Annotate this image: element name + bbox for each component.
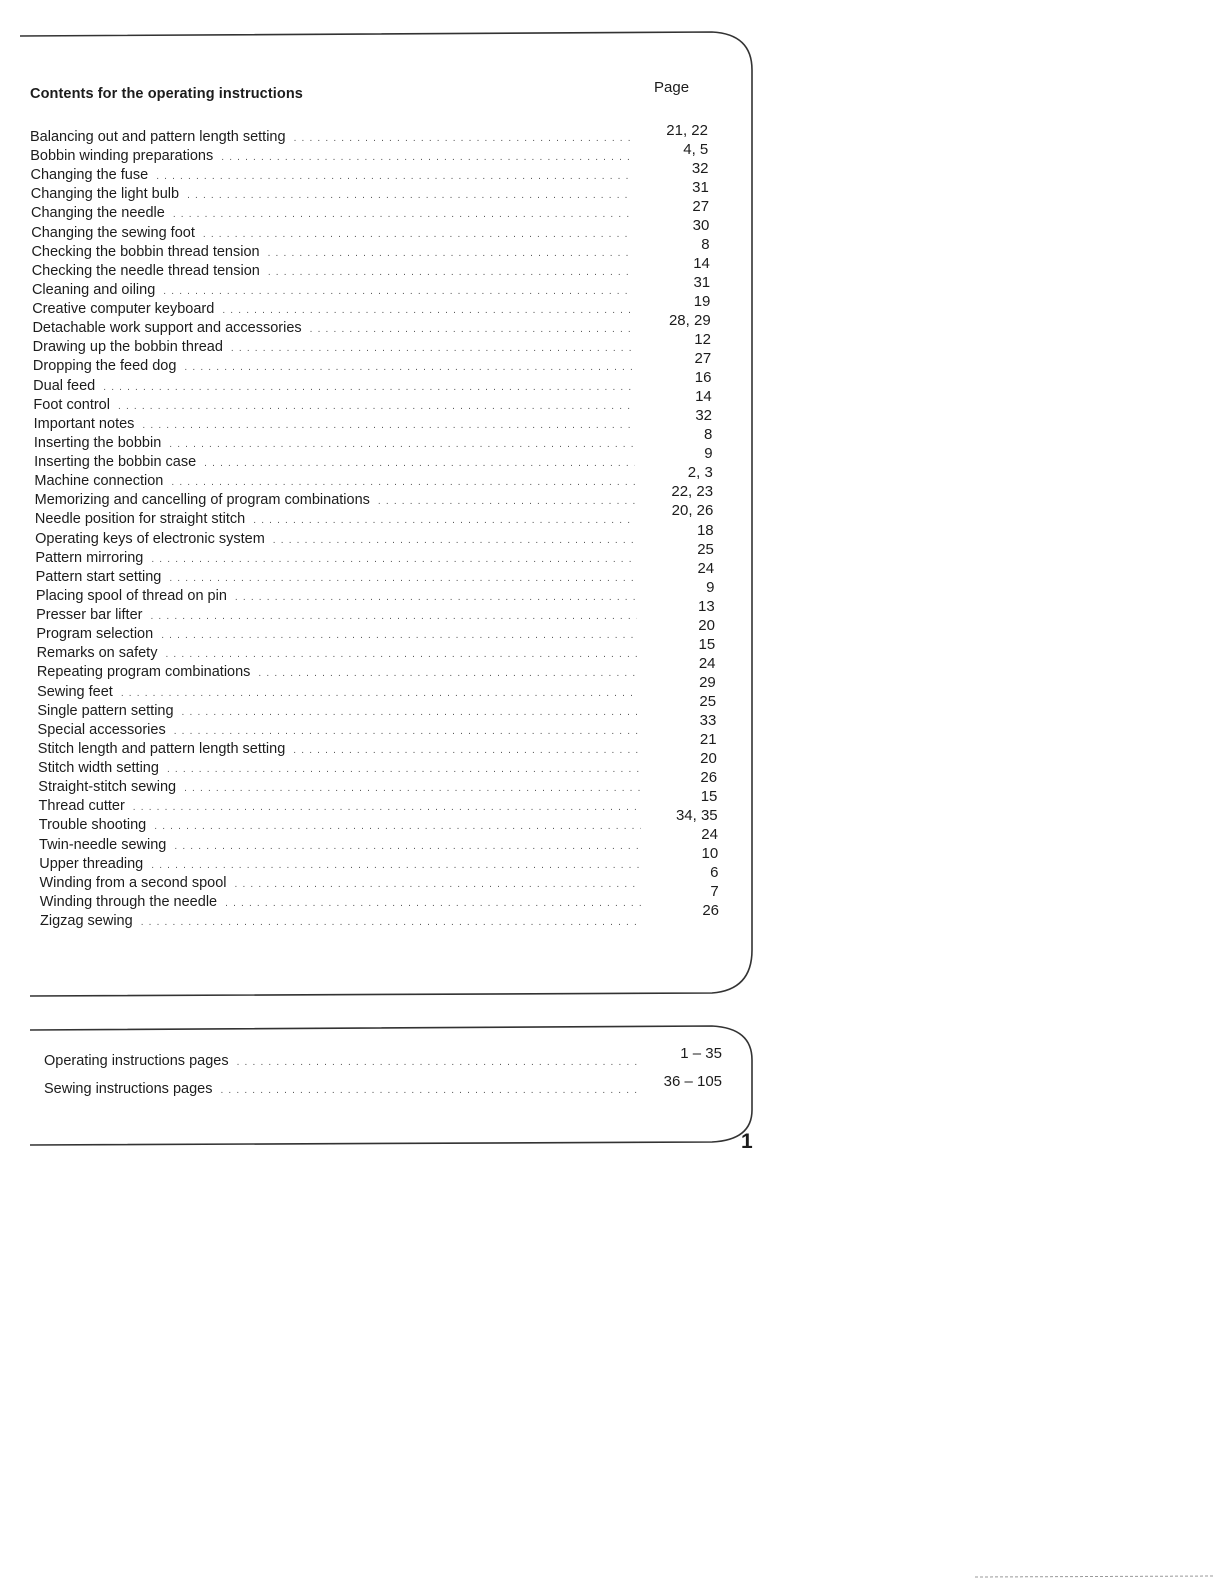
toc-entry-page: 31 xyxy=(692,179,709,197)
toc-entry xyxy=(31,205,631,224)
toc-entry xyxy=(30,167,630,186)
leader-dots xyxy=(258,668,638,679)
toc-entry-page: 22, 23 xyxy=(671,483,714,501)
toc-entry xyxy=(33,339,634,358)
toc-entry-label: Zigzag sewing xyxy=(40,913,133,929)
toc-entry xyxy=(31,225,631,244)
toc-entry-label: Single pattern setting xyxy=(37,702,174,719)
toc-entry xyxy=(34,473,635,492)
toc-entry xyxy=(37,645,638,664)
toc-entry-label: Winding from a second spool xyxy=(39,874,227,891)
toc-entry-page: 28, 29 xyxy=(668,312,711,330)
leader-dots xyxy=(121,688,639,699)
leader-dots xyxy=(118,401,634,412)
toc-entry xyxy=(35,531,636,550)
toc-entry xyxy=(35,492,636,511)
summary-label: Operating instructions pages xyxy=(44,1053,229,1069)
toc-entry-label: Sewing feet xyxy=(37,683,113,700)
toc-entry xyxy=(33,378,634,397)
toc-entry-label: Trouble shooting xyxy=(38,817,147,834)
toc-entry-label: Changing the fuse xyxy=(30,167,149,184)
toc-entry-label: Needle position for straight stitch xyxy=(34,511,246,528)
toc-entry xyxy=(37,684,638,703)
toc-entry-label: Machine connection xyxy=(34,473,164,490)
toc-entry-label: Balancing out and pattern length setting xyxy=(30,129,286,145)
toc-entry-page: 27 xyxy=(694,350,712,368)
toc-entry-page: 12 xyxy=(694,331,711,349)
leader-dots xyxy=(310,324,633,335)
leader-dots xyxy=(268,248,632,259)
toc-entry-page: 9 xyxy=(704,445,713,463)
leader-dots xyxy=(103,382,634,393)
toc-entry-label: Bobbin winding preparations xyxy=(30,148,214,165)
leader-dots xyxy=(174,726,639,737)
toc-entry-label: Inserting the bobbin case xyxy=(34,454,197,471)
toc-entry-page: 8 xyxy=(701,236,710,254)
toc-entry-page: 15 xyxy=(698,635,716,653)
leader-dots xyxy=(268,267,632,278)
toc-entry-page: 26 xyxy=(700,768,718,786)
toc-entry xyxy=(33,358,634,377)
leader-dots xyxy=(235,592,637,603)
toc-entry-page: 13 xyxy=(698,597,715,615)
leader-dots xyxy=(142,420,634,431)
toc-entry xyxy=(40,894,642,913)
summary-row xyxy=(44,1081,642,1097)
page-title: Contents for the operating instructions xyxy=(30,86,303,102)
toc-entry xyxy=(32,263,632,282)
leader-dots xyxy=(169,573,636,584)
leader-dots xyxy=(184,783,640,794)
toc-entry xyxy=(37,664,638,683)
leader-dots xyxy=(203,229,632,240)
toc-entry-label: Stitch width setting xyxy=(38,760,159,777)
toc-entry xyxy=(32,282,632,301)
toc-entry xyxy=(35,511,636,530)
toc-entry xyxy=(32,320,632,339)
toc-entry-label: Changing the sewing foot xyxy=(31,224,195,241)
toc-entry xyxy=(38,741,640,760)
toc-entry-page: 24 xyxy=(701,825,718,843)
leader-dots xyxy=(378,496,636,507)
leader-dots xyxy=(161,630,637,641)
toc-entry-label: Changing the needle xyxy=(30,205,165,222)
leader-dots xyxy=(225,898,642,909)
leader-dots xyxy=(151,554,636,565)
toc-entry-page: 16 xyxy=(694,369,712,387)
toc-entry-label: Operating keys of electronic system xyxy=(35,530,265,547)
toc-entry-page: 20, 26 xyxy=(671,502,714,520)
toc-entry-label: Twin-needle sewing xyxy=(39,836,167,853)
toc-entry-page: 20 xyxy=(700,749,717,767)
leader-dots xyxy=(220,1085,642,1096)
toc-entry-label: Memorizing and cancelling of program combinations xyxy=(34,492,370,509)
page-number: 1 xyxy=(741,1130,753,1153)
toc-entry-label: Stitch length and pattern length setting xyxy=(37,740,286,757)
toc-entry-label: Important notes xyxy=(33,415,135,432)
leader-dots xyxy=(222,305,632,316)
toc-entry-label: Checking the needle thread tension xyxy=(31,262,260,279)
toc-entry-page: 29 xyxy=(699,673,716,691)
toc-entry-page: 20 xyxy=(698,616,715,634)
toc-entry-label: Pattern start setting xyxy=(35,568,162,585)
toc-entry-page: 14 xyxy=(695,388,712,406)
leader-dots xyxy=(141,917,642,928)
leader-dots xyxy=(163,286,632,297)
toc-entry xyxy=(38,722,640,741)
toc-entry-page: 32 xyxy=(695,407,713,425)
toc-entry-page: 31 xyxy=(693,274,711,292)
toc-entry-page: 18 xyxy=(696,521,714,539)
leader-dots xyxy=(293,745,639,756)
toc-entry-label: Presser bar lifter xyxy=(36,607,143,624)
toc-entry xyxy=(31,186,631,205)
leader-dots xyxy=(165,649,637,660)
toc-entry xyxy=(38,779,640,798)
toc-entry-label: Winding through the needle xyxy=(39,893,218,910)
toc-entry-label: Inserting the bobbin xyxy=(33,434,162,451)
toc-entry-page: 14 xyxy=(693,255,710,273)
toc-entry-page: 21 xyxy=(699,730,717,748)
toc-entry-page: 21, 22 xyxy=(666,122,708,139)
toc-entry xyxy=(39,798,641,817)
toc-entry-label: Detachable work support and accessories xyxy=(32,320,302,337)
toc-entry-page: 24 xyxy=(698,654,716,672)
toc-entry-label: Thread cutter xyxy=(38,798,125,815)
toc-entry xyxy=(38,760,640,779)
leader-dots xyxy=(187,190,631,201)
toc-entry xyxy=(36,588,637,607)
toc-entry xyxy=(39,856,641,875)
toc-entry xyxy=(30,148,630,167)
toc-entry-label: Special accessories xyxy=(37,721,166,738)
leader-dots xyxy=(237,1057,640,1068)
toc-entry-page: 25 xyxy=(699,692,717,710)
toc-entry xyxy=(31,244,631,263)
toc-entry-page: 8 xyxy=(703,426,713,444)
leader-dots xyxy=(273,535,636,546)
toc-entry xyxy=(40,913,642,932)
leader-dots xyxy=(171,477,635,488)
leader-dots xyxy=(182,707,639,718)
leader-dots xyxy=(133,802,640,813)
toc-entry xyxy=(39,837,641,856)
leader-dots xyxy=(150,611,637,622)
toc-entry-label: Checking the bobbin thread tension xyxy=(31,243,260,260)
toc-entry-label: Upper threading xyxy=(39,855,144,872)
toc-entry-page: 4, 5 xyxy=(683,141,709,159)
leader-dots xyxy=(156,171,630,182)
toc-entry-label: Drawing up the bobbin thread xyxy=(32,339,223,356)
toc-entry-label: Placing spool of thread on pin xyxy=(35,587,227,604)
toc-entry xyxy=(37,703,638,722)
toc-entry-page: 30 xyxy=(692,217,710,235)
toc-entry xyxy=(34,435,635,454)
toc-entry-label: Repeating program combinations xyxy=(36,664,251,681)
summary-label: Sewing instructions pages xyxy=(44,1081,213,1097)
toc-entry-page: 33 xyxy=(699,711,717,729)
toc-entry-page: 10 xyxy=(701,844,719,862)
toc-entry-page: 15 xyxy=(700,787,718,805)
toc-entry-page: 34, 35 xyxy=(675,806,718,824)
toc-entry-label: Straight-stitch sewing xyxy=(38,779,177,796)
toc-entry-page: 6 xyxy=(710,863,719,881)
toc-entry-page: 2, 3 xyxy=(687,464,713,482)
leader-dots xyxy=(173,209,631,220)
toc-entry-label: Creative computer keyboard xyxy=(32,301,215,318)
toc-entry-page: 27 xyxy=(692,198,710,216)
page-column-header: Page xyxy=(654,79,690,96)
toc-entry-label: Program selection xyxy=(36,626,154,643)
toc-entry-label: Dual feed xyxy=(33,377,96,394)
toc-entry xyxy=(34,454,635,473)
toc-entry xyxy=(36,626,637,645)
leader-dots xyxy=(235,879,642,890)
toc-entry xyxy=(35,550,636,569)
toc-entry xyxy=(39,817,641,836)
toc-entry xyxy=(33,397,634,416)
leader-dots xyxy=(154,821,640,832)
toc-entry xyxy=(36,569,637,588)
toc-entry-page: 26 xyxy=(702,902,719,919)
leader-dots xyxy=(221,152,630,163)
toc-entry-label: Remarks on safety xyxy=(36,645,158,662)
leader-dots xyxy=(184,362,633,373)
leader-dots xyxy=(151,860,641,871)
toc-entry-page: 32 xyxy=(691,160,709,178)
toc-entry xyxy=(36,607,637,626)
summary-page-range: 1 – 35 xyxy=(680,1045,722,1062)
leader-dots xyxy=(174,841,640,852)
toc-entry xyxy=(40,875,642,894)
toc-entry-label: Cleaning and oiling xyxy=(31,281,156,298)
toc-entry-page: 7 xyxy=(710,882,719,900)
toc-entry xyxy=(30,129,630,148)
summary-row xyxy=(44,1053,640,1069)
leader-dots xyxy=(231,343,633,354)
leader-dots xyxy=(294,133,630,144)
toc-entry-page: 9 xyxy=(706,578,715,596)
toc-entry-page: 25 xyxy=(697,540,714,558)
toc-entry-page: 19 xyxy=(693,293,711,311)
leader-dots xyxy=(253,515,636,526)
toc-entry-label: Pattern mirroring xyxy=(35,549,144,566)
toc-entry xyxy=(32,301,632,320)
leader-dots xyxy=(169,439,634,450)
leader-dots xyxy=(167,764,640,775)
toc-entry-label: Changing the light bulb xyxy=(30,186,180,203)
toc-entry-label: Dropping the feed dog xyxy=(32,358,177,375)
toc-entry-label: Foot control xyxy=(33,396,110,413)
toc-entry-page: 24 xyxy=(697,559,715,577)
toc-entry xyxy=(34,416,635,435)
summary-page-range: 36 – 105 xyxy=(663,1073,722,1090)
leader-dots xyxy=(204,458,635,469)
